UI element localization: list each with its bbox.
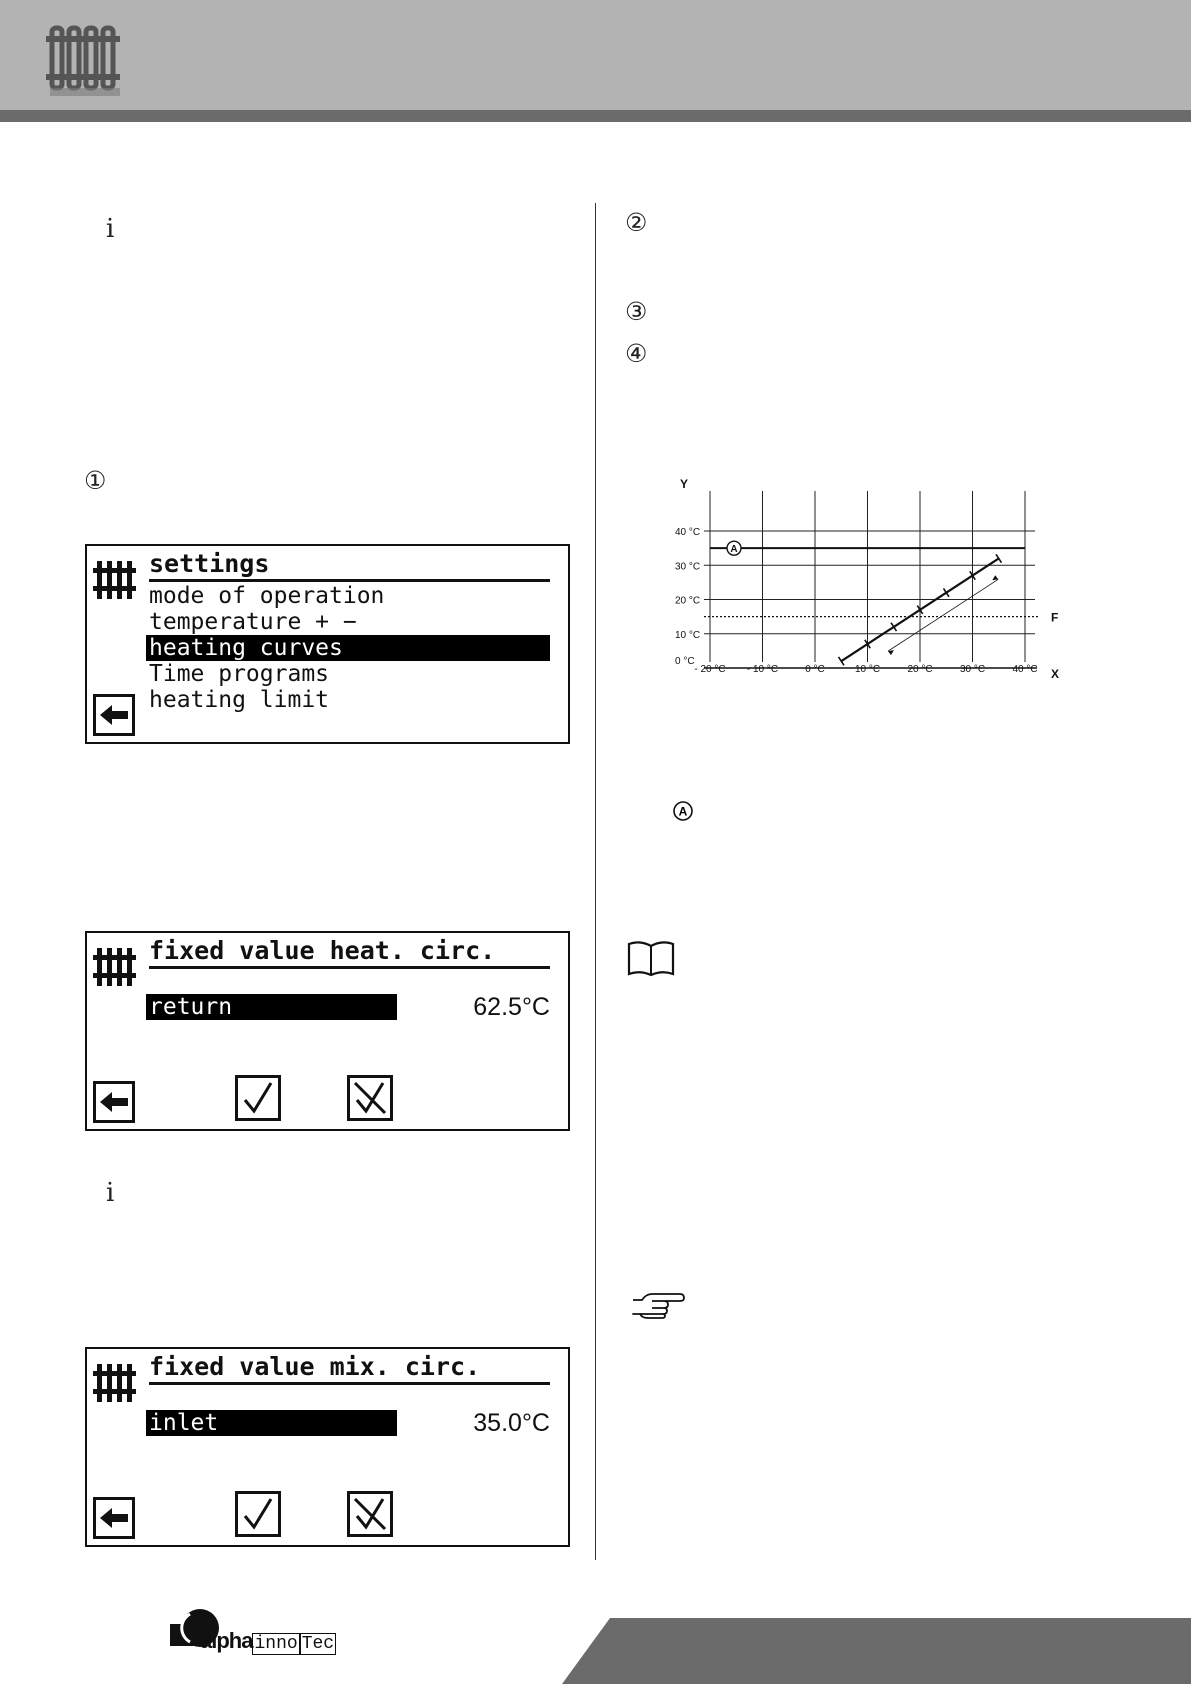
step-marker-1: ① <box>84 466 107 495</box>
legend-marker-a-label: A <box>678 804 688 819</box>
header-stripe <box>0 110 1191 122</box>
arrow-left-icon <box>96 697 132 733</box>
arrow-left-icon <box>96 1500 132 1536</box>
radiator-icon <box>44 18 124 100</box>
x-tick-label-1: - 10 °C <box>746 664 779 675</box>
cross-check-icon <box>350 1494 390 1534</box>
y-tick-label-3: 30 °C <box>675 561 701 573</box>
radiator-icon <box>93 1361 137 1405</box>
title-rule <box>149 966 550 969</box>
cancel-button[interactable] <box>347 1075 393 1121</box>
cancel-button[interactable] <box>347 1491 393 1537</box>
cross-check-icon <box>350 1078 390 1118</box>
brand-name-part-1: alpha <box>200 1628 253 1653</box>
checkmark-icon <box>238 1078 278 1118</box>
checkmark-icon <box>238 1494 278 1534</box>
y-tick-label-4: 40 °C <box>675 527 701 539</box>
reference-label-A: A <box>730 544 738 556</box>
lcd-heat-circ-screen <box>85 931 570 1131</box>
brand-name-part-3: Tec <box>301 1634 335 1654</box>
back-button[interactable] <box>93 1497 135 1539</box>
brand-name <box>200 1628 336 1654</box>
confirm-button[interactable] <box>235 1491 281 1537</box>
x-tick-label-2: 0 °C <box>805 664 825 675</box>
field-value[interactable]: 35.0°C <box>473 1409 550 1437</box>
legend-marker-a <box>672 800 694 822</box>
x-tick-label-0: - 20 °C <box>694 664 726 675</box>
heating-curve-chart <box>675 477 1060 708</box>
step-marker-2: ② <box>625 208 648 237</box>
menu-item-time-programs[interactable]: Time programs <box>149 661 330 687</box>
radiator-icon <box>93 558 137 602</box>
lcd-settings-screen <box>85 544 570 744</box>
y-tick-label-1: 10 °C <box>675 629 701 641</box>
step-marker-4: ④ <box>625 339 648 368</box>
field-value[interactable]: 62.5°C <box>473 993 550 1021</box>
brand-name-part-2: inno <box>254 1634 298 1654</box>
book-icon <box>626 940 676 978</box>
lcd-mix-circ-screen <box>85 1347 570 1547</box>
x-tick-label-5: 30 °C <box>959 664 986 675</box>
menu-item-heating-limit[interactable]: heating limit <box>149 687 330 713</box>
title-rule <box>149 579 550 582</box>
screen-title: settings <box>149 549 270 578</box>
pointing-hand-icon <box>630 1290 686 1320</box>
title-rule <box>149 1382 550 1385</box>
x-tick-label-6: 40 °C <box>1012 664 1038 675</box>
column-divider <box>595 203 596 1560</box>
field-label-return[interactable]: return <box>146 994 397 1020</box>
arrow-left-icon <box>96 1084 132 1120</box>
back-button[interactable] <box>93 694 135 736</box>
x-tick-label-3: 10 °C <box>854 664 881 675</box>
menu-item-temperature[interactable]: temperature + − <box>149 609 357 635</box>
reference-label-F: F <box>1051 610 1059 625</box>
x-tick-label-4: 20 °C <box>907 664 933 675</box>
info-icon: ⅰ <box>106 214 115 244</box>
y-tick-label-0: 0 °C <box>675 656 695 667</box>
screen-title: fixed value heat. circ. <box>149 936 496 965</box>
screen-title: fixed value mix. circ. <box>149 1352 481 1381</box>
field-label-inlet[interactable]: inlet <box>146 1410 397 1436</box>
shift-arrow-line <box>888 579 998 651</box>
page-header <box>0 0 1191 110</box>
x-axis-label: X <box>1051 667 1060 681</box>
radiator-icon <box>93 945 137 989</box>
y-tick-label-2: 20 °C <box>675 595 701 607</box>
back-button[interactable] <box>93 1081 135 1123</box>
y-axis-label: Y <box>680 477 689 491</box>
confirm-button[interactable] <box>235 1075 281 1121</box>
menu-item-heating-curves[interactable]: heating curves <box>146 635 550 661</box>
info-icon: ⅰ <box>106 1178 115 1208</box>
step-marker-3: ③ <box>625 297 648 326</box>
menu-item-mode-of-operation[interactable]: mode of operation <box>149 583 385 609</box>
